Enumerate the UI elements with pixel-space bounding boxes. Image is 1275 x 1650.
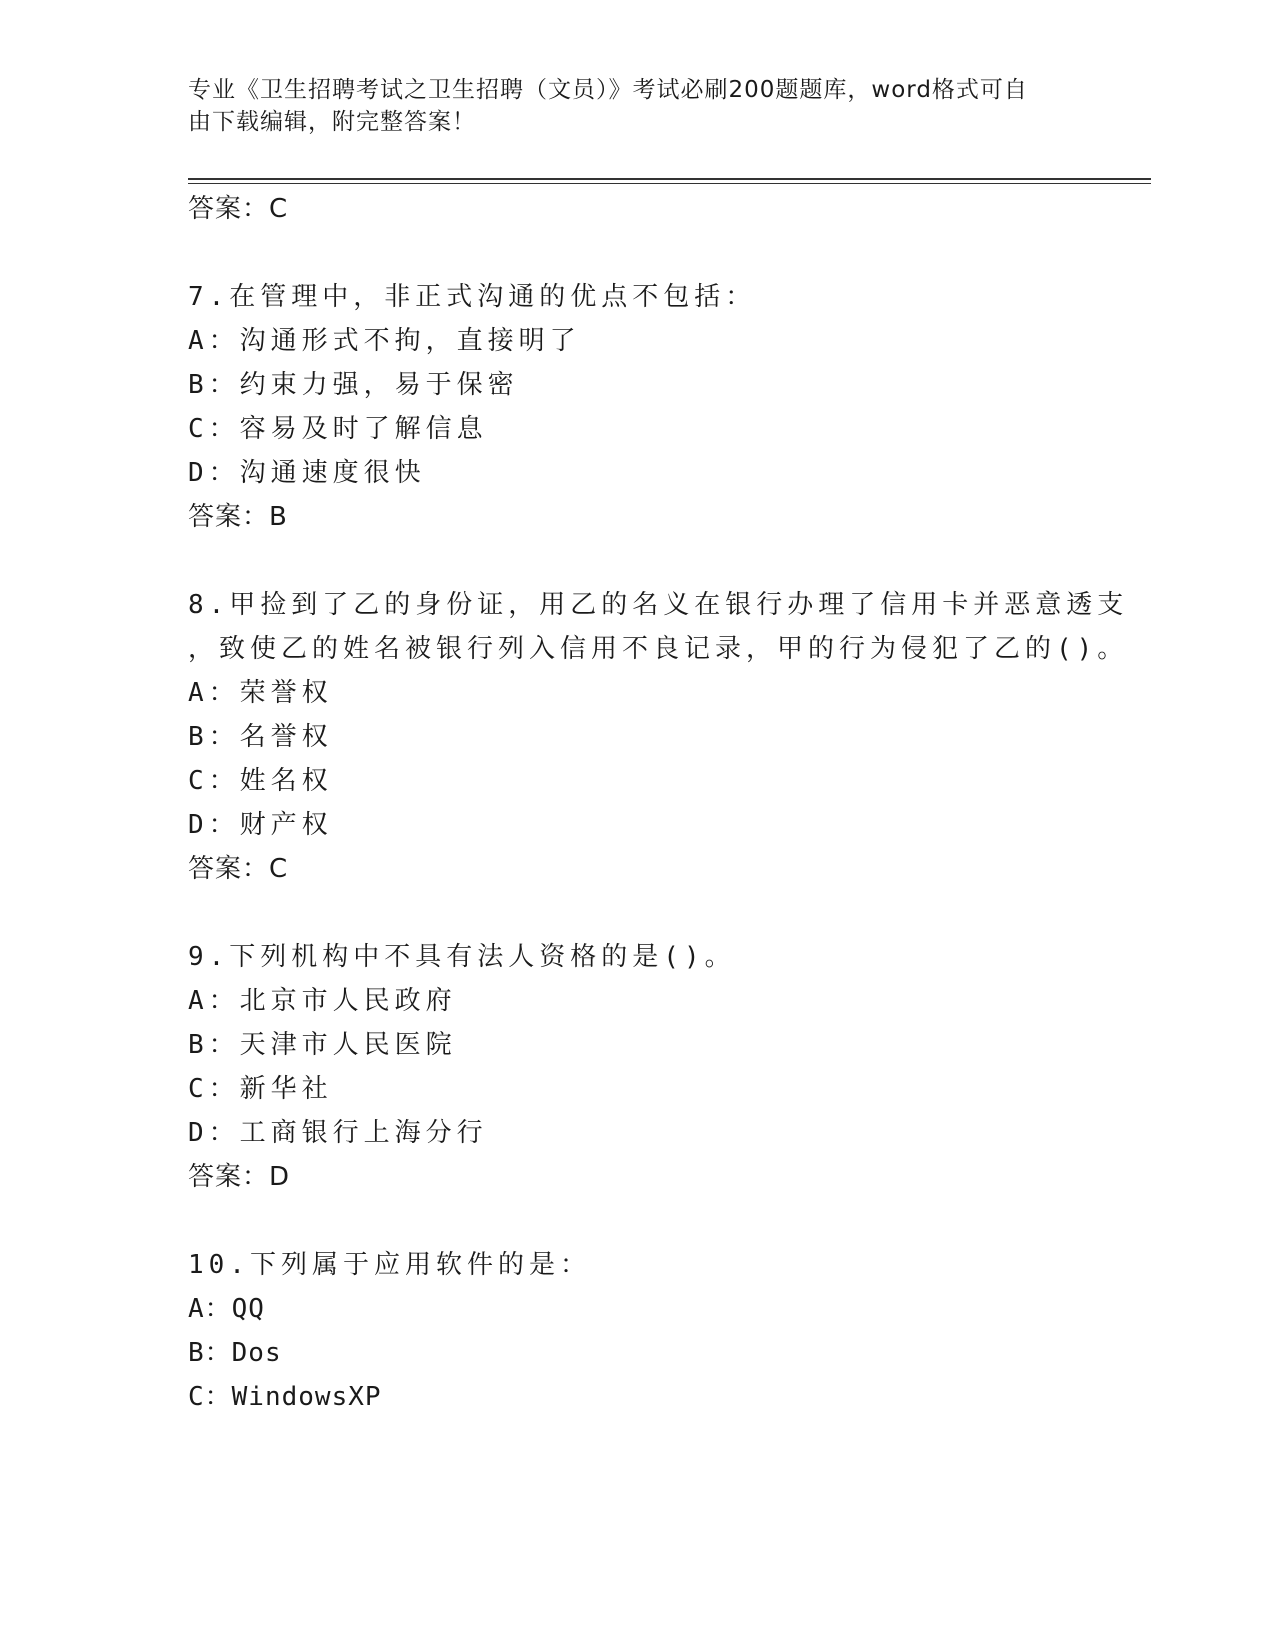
question-8-option-b: B：名誉权 bbox=[188, 722, 333, 752]
answer-q8: 答案：C bbox=[188, 854, 289, 884]
question-8-option-c: C：姓名权 bbox=[188, 766, 333, 796]
question-10-option-a: A：QQ bbox=[188, 1294, 265, 1324]
header-divider-thick bbox=[188, 178, 1151, 180]
question-9-stem: 9.下列机构中不具有法人资格的是()。 bbox=[188, 942, 736, 972]
question-8-option-a: A：荣誉权 bbox=[188, 678, 333, 708]
question-8-stem-line-1: 8.甲捡到了乙的身份证，用乙的名义在银行办理了信用卡并恶意透支 bbox=[188, 590, 1129, 620]
question-9-option-a: A：北京市人民政府 bbox=[188, 986, 457, 1016]
document-header bbox=[188, 74, 1088, 138]
answer-q6: 答案：C bbox=[188, 194, 289, 224]
question-8-option-d: D：财产权 bbox=[188, 810, 333, 840]
question-7-option-b: B：约束力强，易于保密 bbox=[188, 370, 519, 400]
question-10-option-c: C：WindowsXP bbox=[188, 1382, 382, 1412]
header-line-1: 专业《卫生招聘考试之卫生招聘（文员）》考试必刷200题题库，word格式可自 bbox=[188, 77, 1028, 103]
header-line-2: 由下载编辑，附完整答案！ bbox=[188, 109, 476, 135]
question-10-stem: 10.下列属于应用软件的是： bbox=[188, 1250, 591, 1280]
question-7-stem: 7.在管理中，非正式沟通的优点不包括： bbox=[188, 282, 757, 312]
question-10-option-b: B：Dos bbox=[188, 1338, 282, 1368]
answer-q7: 答案：B bbox=[188, 502, 288, 532]
answer-q9: 答案：D bbox=[188, 1162, 291, 1192]
header-divider-thin bbox=[188, 183, 1151, 184]
question-9-option-c: C：新华社 bbox=[188, 1074, 333, 1104]
question-8-stem-line-2: ，致使乙的姓名被银行列入信用不良记录，甲的行为侵犯了乙的()。 bbox=[188, 634, 1129, 664]
question-9-option-b: B：天津市人民医院 bbox=[188, 1030, 457, 1060]
question-9-option-d: D：工商银行上海分行 bbox=[188, 1118, 488, 1148]
question-7-option-a: A：沟通形式不拘，直接明了 bbox=[188, 326, 581, 356]
question-7-option-c: C：容易及时了解信息 bbox=[188, 414, 488, 444]
question-7-option-d: D：沟通速度很快 bbox=[188, 458, 426, 488]
